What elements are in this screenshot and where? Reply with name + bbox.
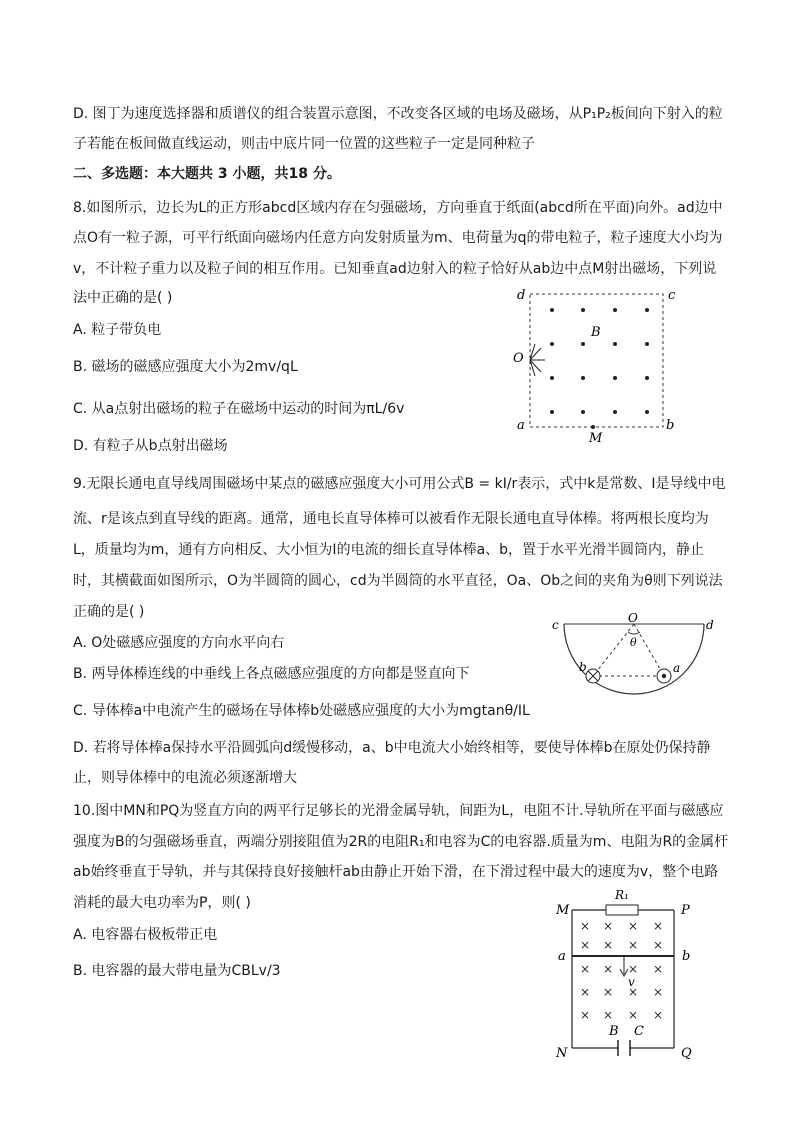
q9-figure (548, 610, 718, 698)
q8-label-b: b (666, 418, 675, 433)
svg-text:×: × (628, 919, 639, 933)
svg-text:×: × (653, 985, 664, 999)
q10-field-crosses (580, 919, 663, 1022)
q10-resistor-r1 (606, 905, 638, 915)
q10-label-p: P (681, 903, 690, 918)
q8-stem-line3: v，不计粒子重力以及粒子间的相互作用。已知垂直ad边射入的粒子恰好从ab边中点M射出磁场，下列说 (73, 261, 717, 277)
q9-angle-arc (628, 632, 640, 634)
q8-figure (505, 282, 685, 447)
q9-option-d-line2: 止，则导体棒中的电流必须逐渐增大 (73, 770, 297, 786)
q9-label-o: O (628, 611, 638, 625)
q10-figure (548, 884, 708, 1060)
q9-stem-line4: 时，其横截面如图所示，O为半圆筒的圆心，cd为半圆筒的水平直径，Oa、Ob之间的夹角为θ则下列说法 (73, 573, 723, 589)
svg-text:×: × (603, 985, 614, 999)
q9-option-b: B. 两导体棒连线的中垂线上各点磁感应强度的方向都是竖直向下 (73, 666, 470, 682)
q8-stem-line2: 点O有一粒子源，可平行纸面向磁场内任意方向发射质量为m、电荷量为q的带电粒子，粒子速度大小均为 (73, 230, 723, 246)
svg-text:×: × (628, 962, 639, 976)
svg-text:×: × (603, 938, 614, 952)
q10-label-c-cap: C (634, 1024, 644, 1039)
q8-particle-source (530, 344, 545, 376)
q8-label-field: B (591, 325, 601, 340)
svg-text:×: × (628, 1008, 639, 1022)
q10-label-r1: R₁ (615, 888, 629, 902)
q8-option-b: B. 磁场的磁感应强度大小为2mv/qL (73, 359, 298, 375)
section-heading: 二、多选题：本大题共 3 小题，共18 分。 (73, 166, 341, 182)
q9-rod-a-dot (662, 674, 666, 678)
q8-option-a: A. 粒子带负电 (73, 322, 162, 338)
q10-option-b: B. 电容器的最大带电量为CBLv/3 (73, 963, 281, 979)
svg-text:×: × (653, 1008, 664, 1022)
q9-stem-line5: 正确的是( ) (73, 604, 145, 620)
svg-text:×: × (580, 985, 591, 999)
q8-label-a: a (517, 418, 525, 433)
q10-stem-line4: 消耗的最大电功率为P，则( ) (73, 895, 251, 911)
q8-option-d: D. 有粒子从b点射出磁场 (73, 438, 228, 454)
q10-stem-line2: 强度为B的匀强磁场垂直，两端分别接阻值为2R的电阻R₁和电容为C的电容器.质量为m、电阻为R的金属杆 (73, 834, 729, 850)
q7-option-d-line2: 子若能在板间做直线运动，则击中底片同一位置的这些粒子一定是同种粒子 (73, 136, 535, 152)
q9-option-a: A. O处磁感应强度的方向水平向右 (73, 635, 285, 651)
q10-label-q: Q (681, 1046, 692, 1060)
svg-text:×: × (603, 919, 614, 933)
q8-stem-line4: 法中正确的是( ) (73, 290, 173, 306)
svg-text:×: × (580, 938, 591, 952)
q10-option-a: A. 电容器右极板带正电 (73, 927, 218, 943)
q9-label-theta: θ (630, 636, 637, 649)
q8-label-m: M (589, 431, 603, 446)
svg-text:×: × (580, 919, 591, 933)
q10-label-b-cap: B (609, 1024, 619, 1039)
svg-text:×: × (628, 985, 639, 999)
q9-label-a: a (673, 661, 681, 675)
q8-square-region (530, 294, 663, 427)
svg-text:×: × (603, 962, 614, 976)
svg-text:×: × (628, 938, 639, 952)
svg-text:×: × (653, 938, 664, 952)
svg-text:×: × (603, 1008, 614, 1022)
svg-text:×: × (580, 962, 591, 976)
q9-stem-line3: L，质量均为m，通有方向相反、大小恒为I的电流的细长直导体棒a、b，置于水平光滑半圆筒内，静止 (73, 542, 705, 558)
q8-point-m-dot (591, 425, 595, 429)
q9-stem-line2: 流、r是该点到直导线的距离。通常，通电长直导体棒可以被看作无限长通电直导体棒。将两根长度均为 (73, 511, 709, 527)
svg-text:×: × (580, 1008, 591, 1022)
q10-stem-line3: ab始终垂直于导轨，并与其保持良好接触杆ab由静止开始下滑，在下滑过程中最大的速度为v，整个电路 (73, 864, 719, 880)
q10-label-v: v (628, 975, 635, 989)
q8-field-dots (550, 308, 649, 414)
q8-label-c: c (668, 288, 676, 303)
q9-label-c: c (552, 618, 559, 632)
q8-option-c: C. 从a点射出磁场的粒子在磁场中运动的时间为πL/6v (73, 401, 405, 417)
q10-label-b: b (682, 949, 691, 964)
q9-option-c: C. 导体棒a中电流产生的磁场在导体棒b处磁感应强度的大小为mgtanθ/IL (73, 703, 530, 719)
q10-label-a: a (558, 949, 566, 964)
q8-stem-line1: 8.如图所示，边长为L的正方形abcd区域内存在匀强磁场，方向垂直于纸面(abcd所在平面)向外。ad边中 (73, 200, 723, 216)
q10-label-n: N (556, 1046, 568, 1060)
q8-label-d: d (517, 288, 526, 303)
q9-stem-line1: 9.无限长通电直导线周围磁场中某点的磁感应强度大小可用公式B = kI/r表示，式中k是常数、I是导线中电 (73, 476, 726, 492)
q9-label-b: b (579, 660, 587, 674)
svg-text:×: × (653, 962, 664, 976)
svg-text:×: × (653, 919, 664, 933)
q9-label-d: d (706, 618, 714, 632)
q8-label-o: O (513, 351, 524, 366)
q9-option-d-line1: D. 若将导体棒a保持水平沿圆弧向d缓慢移动，a、b中电流大小始终相等，要使导体棒b在原处仍保持静 (73, 740, 711, 756)
q10-stem-line1: 10.图中MN和PQ为竖直方向的两平行足够长的光滑金属导轨，间距为L，电阻不计.导轨所在平面与磁感应 (73, 803, 724, 819)
q7-option-d-line1: D. 图丁为速度选择器和质谱仪的组合装置示意图，不改变各区域的电场及磁场，从P₁P₂板间向下射入的粒 (73, 106, 723, 122)
q10-label-m: M (556, 903, 570, 918)
